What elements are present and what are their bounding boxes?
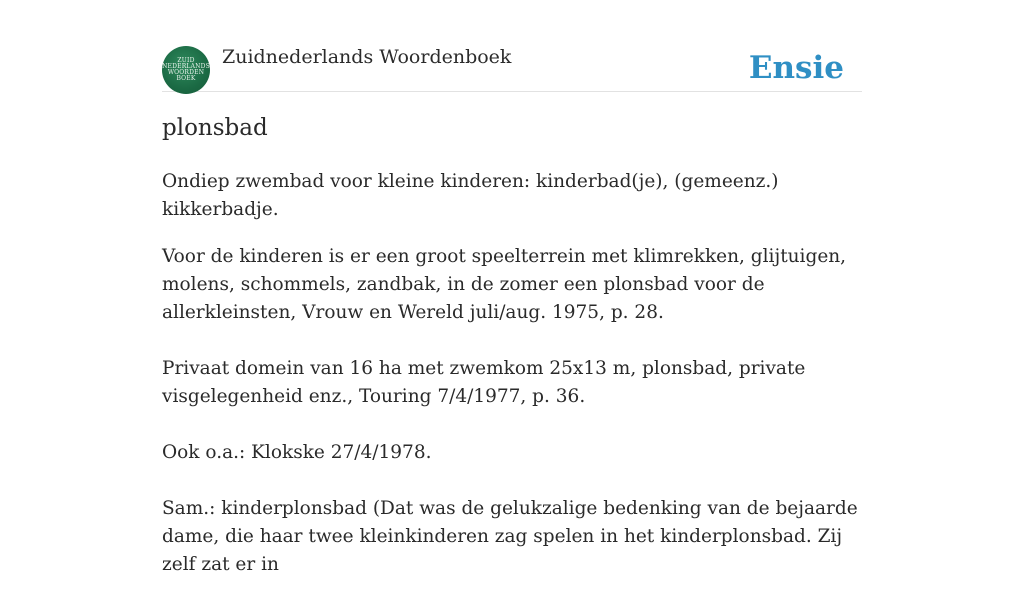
source-logo[interactable] [162, 46, 210, 94]
logo-line: ZUID [177, 57, 195, 64]
entry-content [162, 168, 862, 607]
logo-line: WOORDEN [167, 69, 205, 76]
ensie-brand-link[interactable]: Ensie [748, 50, 844, 86]
entry-paragraph: Sam.: kinderplonsbad (Dat was de gelukzalige bedenking van de bejaarde dame, die haar twee kleinkinderen zag spelen in het kinderplonsbad. Zij zelf zat er in [162, 498, 858, 575]
logo-line: BOEK [176, 75, 196, 82]
header [162, 0, 862, 92]
logo-line: NEDERLANDS [162, 63, 210, 70]
entry-paragraph: Privaat domein van 16 ha met zwemkom 25x13 m, plonsbad, private visgelegenheid enz., Touring 7/4/1977, p. 36. [162, 358, 806, 407]
page-container [162, 0, 862, 575]
entry-definition: Ondiep zwembad voor kleine kinderen: kinderbad(je), (gemeenz.) kikkerbadje. [162, 171, 779, 220]
source-title[interactable]: Zuidnederlands Woordenboek [222, 46, 512, 68]
entry-paragraph: Ook o.a.: Klokske 27/4/1978. [162, 442, 432, 463]
entry-paragraph: Voor de kinderen is er een groot speelterrein met klimrekken, glijtuigen, molens, schommels, zandbak, in de zomer een plonsbad voor de allerkleinsten, Vrouw en Wereld juli/aug. 1975, p. 28. [162, 246, 847, 323]
entry-title: plonsbad [162, 115, 268, 141]
